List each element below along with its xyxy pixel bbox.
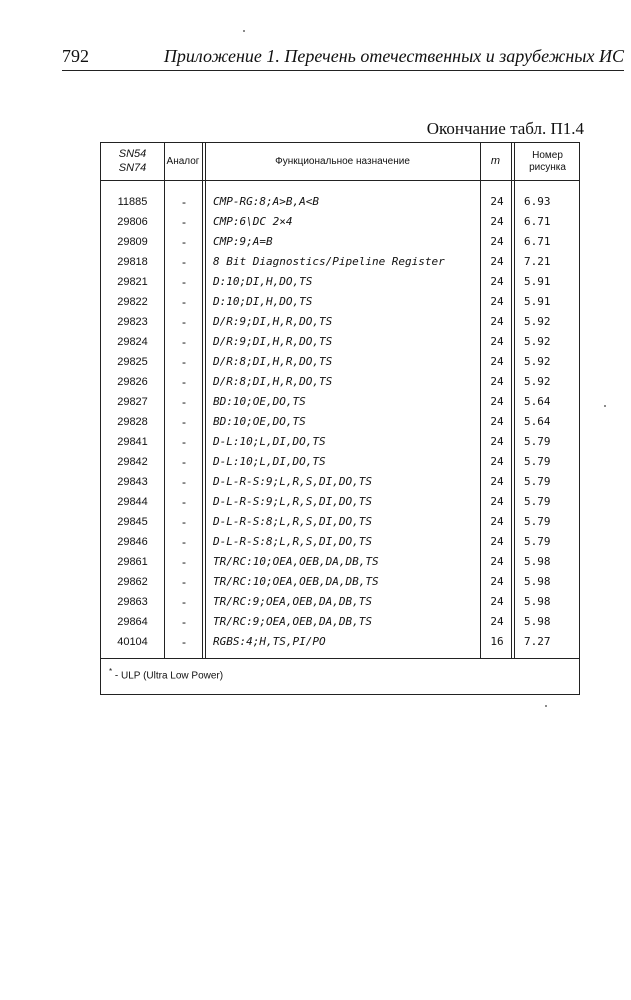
cell-m: 24	[490, 535, 504, 548]
cell-figure: 5.92	[524, 335, 551, 348]
cell-analog: -	[182, 295, 186, 309]
cell-m: 24	[490, 255, 504, 268]
cell-figure: 5.64	[524, 415, 551, 428]
footnote	[109, 667, 223, 681]
cell-figure: 5.92	[524, 375, 551, 388]
cell-m: 24	[490, 295, 504, 308]
table-row	[101, 212, 579, 232]
cell-function: BD:10;OE,DO,TS	[213, 395, 306, 408]
table-row	[101, 612, 579, 632]
cell-m: 24	[490, 595, 504, 608]
table-row	[101, 432, 579, 452]
cell-function: BD:10;OE,DO,TS	[213, 415, 306, 428]
cell-figure: 5.92	[524, 315, 551, 328]
cell-figure: 5.91	[524, 295, 551, 308]
cell-m: 24	[490, 315, 504, 328]
cell-m: 24	[490, 575, 504, 588]
table-row	[101, 632, 579, 652]
table-row	[101, 292, 579, 312]
cell-m: 24	[490, 355, 504, 368]
cell-code: 29841	[117, 436, 148, 448]
cell-analog: -	[182, 275, 186, 289]
cell-analog: -	[182, 595, 186, 609]
cell-figure: 5.98	[524, 595, 551, 608]
cell-analog: -	[182, 215, 186, 229]
cell-m: 24	[490, 335, 504, 348]
cell-function: TR/RC:9;OEA,OEB,DA,DB,TS	[213, 615, 372, 628]
footnote-mark: *	[109, 667, 113, 676]
header-function: Функциональное назначение	[275, 155, 410, 167]
cell-analog: -	[182, 435, 186, 449]
cell-m: 24	[490, 375, 504, 388]
cell-analog: -	[182, 355, 186, 369]
cell-figure: 5.98	[524, 575, 551, 588]
cell-figure: 5.64	[524, 395, 551, 408]
cell-code: 29845	[117, 516, 148, 528]
header-m: m	[490, 154, 501, 167]
table-row	[101, 192, 579, 212]
cell-function: TR/RC:10;OEA,OEB,DA,DB,TS	[213, 575, 379, 588]
cell-figure: 7.27	[524, 635, 551, 648]
cell-code: 29821	[117, 276, 148, 288]
table-row	[101, 332, 579, 352]
cell-code: 29828	[117, 416, 148, 428]
cell-function: D:10;DI,H,DO,TS	[213, 295, 313, 308]
cell-m: 24	[490, 235, 504, 248]
cell-function: D-L-R-S:9;L,R,S,DI,DO,TS	[213, 495, 372, 508]
table-row	[101, 552, 579, 572]
cell-m: 16	[490, 635, 504, 648]
table-row	[101, 312, 579, 332]
page-header	[62, 44, 624, 71]
cell-analog: -	[182, 495, 186, 509]
header-analog: Аналог	[166, 155, 200, 167]
cell-code: 29861	[117, 556, 148, 568]
cell-m: 24	[490, 455, 504, 468]
cell-m: 24	[490, 515, 504, 528]
cell-analog: -	[182, 375, 186, 389]
cell-figure: 5.91	[524, 275, 551, 288]
cell-figure: 5.79	[524, 435, 551, 448]
table-row	[101, 412, 579, 432]
cell-code: 40104	[117, 636, 148, 648]
cell-analog: -	[182, 635, 186, 649]
table-row	[101, 272, 579, 292]
cell-code: 29844	[117, 496, 148, 508]
cell-figure: 6.71	[524, 235, 551, 248]
cell-function: D-L-R-S:8;L,R,S,DI,DO,TS	[213, 515, 372, 528]
cell-function: D-L:10;L,DI,DO,TS	[213, 435, 326, 448]
cell-figure: 5.79	[524, 535, 551, 548]
cell-figure: 5.92	[524, 355, 551, 368]
table-row	[101, 512, 579, 532]
cell-analog: -	[182, 335, 186, 349]
cell-m: 24	[490, 415, 504, 428]
cell-function: D-L:10;L,DI,DO,TS	[213, 455, 326, 468]
cell-function: CMP-RG:8;A>B,A<B	[213, 195, 319, 208]
cell-m: 24	[490, 275, 504, 288]
cell-analog: -	[182, 455, 186, 469]
cell-analog: -	[182, 395, 186, 409]
footnote-text: - ULP (Ultra Low Power)	[112, 670, 224, 682]
cell-analog: -	[182, 315, 186, 329]
scan-speck	[545, 705, 547, 707]
cell-code: 29825	[117, 356, 148, 368]
cell-function: CMP:6\DC 2×4	[213, 215, 293, 228]
cell-figure: 5.79	[524, 475, 551, 488]
cell-m: 24	[490, 615, 504, 628]
cell-m: 24	[490, 215, 504, 228]
cell-analog: -	[182, 235, 186, 249]
cell-figure: 7.21	[524, 255, 551, 268]
cell-code: 29827	[117, 396, 148, 408]
cell-function: D/R:9;DI,H,R,DO,TS	[213, 315, 333, 328]
cell-analog: -	[182, 515, 186, 529]
cell-analog: -	[182, 255, 186, 269]
cell-figure: 6.71	[524, 215, 551, 228]
cell-code: 29843	[117, 476, 148, 488]
cell-function: D-L-R-S:8;L,R,S,DI,DO,TS	[213, 535, 372, 548]
component-table	[100, 142, 580, 695]
cell-function: CMP:9;A=B	[213, 235, 273, 248]
header-figure: Номер рисунка	[529, 149, 566, 173]
table-row	[101, 532, 579, 552]
cell-function: D/R:8;DI,H,R,DO,TS	[213, 355, 333, 368]
cell-figure: 6.93	[524, 195, 551, 208]
cell-code: 29818	[117, 256, 148, 268]
cell-code: 29826	[117, 376, 148, 388]
cell-m: 24	[490, 555, 504, 568]
cell-code: 29842	[117, 456, 148, 468]
cell-function: RGBS:4;H,TS,PI/PO	[213, 635, 326, 648]
cell-m: 24	[490, 435, 504, 448]
cell-figure: 5.79	[524, 495, 551, 508]
cell-m: 24	[490, 495, 504, 508]
cell-analog: -	[182, 555, 186, 569]
cell-code: 29822	[117, 296, 148, 308]
cell-figure: 5.98	[524, 615, 551, 628]
cell-function: TR/RC:9;OEA,OEB,DA,DB,TS	[213, 595, 372, 608]
table-row	[101, 492, 579, 512]
page-number: 792	[62, 46, 89, 66]
table-row	[101, 352, 579, 372]
cell-analog: -	[182, 475, 186, 489]
table-row	[101, 452, 579, 472]
table-row	[101, 252, 579, 272]
table-row	[101, 572, 579, 592]
cell-analog: -	[182, 615, 186, 629]
table-row	[101, 372, 579, 392]
scan-speck	[604, 405, 606, 407]
cell-analog: -	[182, 195, 186, 209]
cell-function: 8 Bit Diagnostics/Pipeline Register	[213, 255, 445, 268]
cell-m: 24	[490, 395, 504, 408]
table-row	[101, 392, 579, 412]
cell-analog: -	[182, 575, 186, 589]
table-row	[101, 232, 579, 252]
cell-analog: -	[182, 415, 186, 429]
cell-code: 29864	[117, 616, 148, 628]
scan-speck	[243, 30, 245, 32]
cell-code: 29846	[117, 536, 148, 548]
cell-function: D/R:9;DI,H,R,DO,TS	[213, 335, 333, 348]
cell-figure: 5.98	[524, 555, 551, 568]
cell-code: 29823	[117, 316, 148, 328]
cell-code: 29863	[117, 596, 148, 608]
cell-code: 29824	[117, 336, 148, 348]
table-row	[101, 592, 579, 612]
header-series: SN54 SN74	[118, 148, 147, 174]
cell-analog: -	[182, 535, 186, 549]
cell-code: 29809	[117, 236, 148, 248]
cell-function: TR/RC:10;OEA,OEB,DA,DB,TS	[213, 555, 379, 568]
running-title: Приложение 1. Перечень отечественных и зарубежных ИС	[163, 46, 624, 66]
table-row	[101, 472, 579, 492]
cell-figure: 5.79	[524, 515, 551, 528]
cell-code: 29806	[117, 216, 148, 228]
cell-m: 24	[490, 195, 504, 208]
cell-function: D:10;DI,H,DO,TS	[213, 275, 313, 288]
cell-function: D-L-R-S:9;L,R,S,DI,DO,TS	[213, 475, 372, 488]
cell-figure: 5.79	[524, 455, 551, 468]
cell-m: 24	[490, 475, 504, 488]
cell-function: D/R:8;DI,H,R,DO,TS	[213, 375, 333, 388]
cell-code: 29862	[117, 576, 148, 588]
cell-code: 11885	[117, 196, 148, 208]
table-caption: Окончание табл. П1.4	[426, 119, 584, 138]
